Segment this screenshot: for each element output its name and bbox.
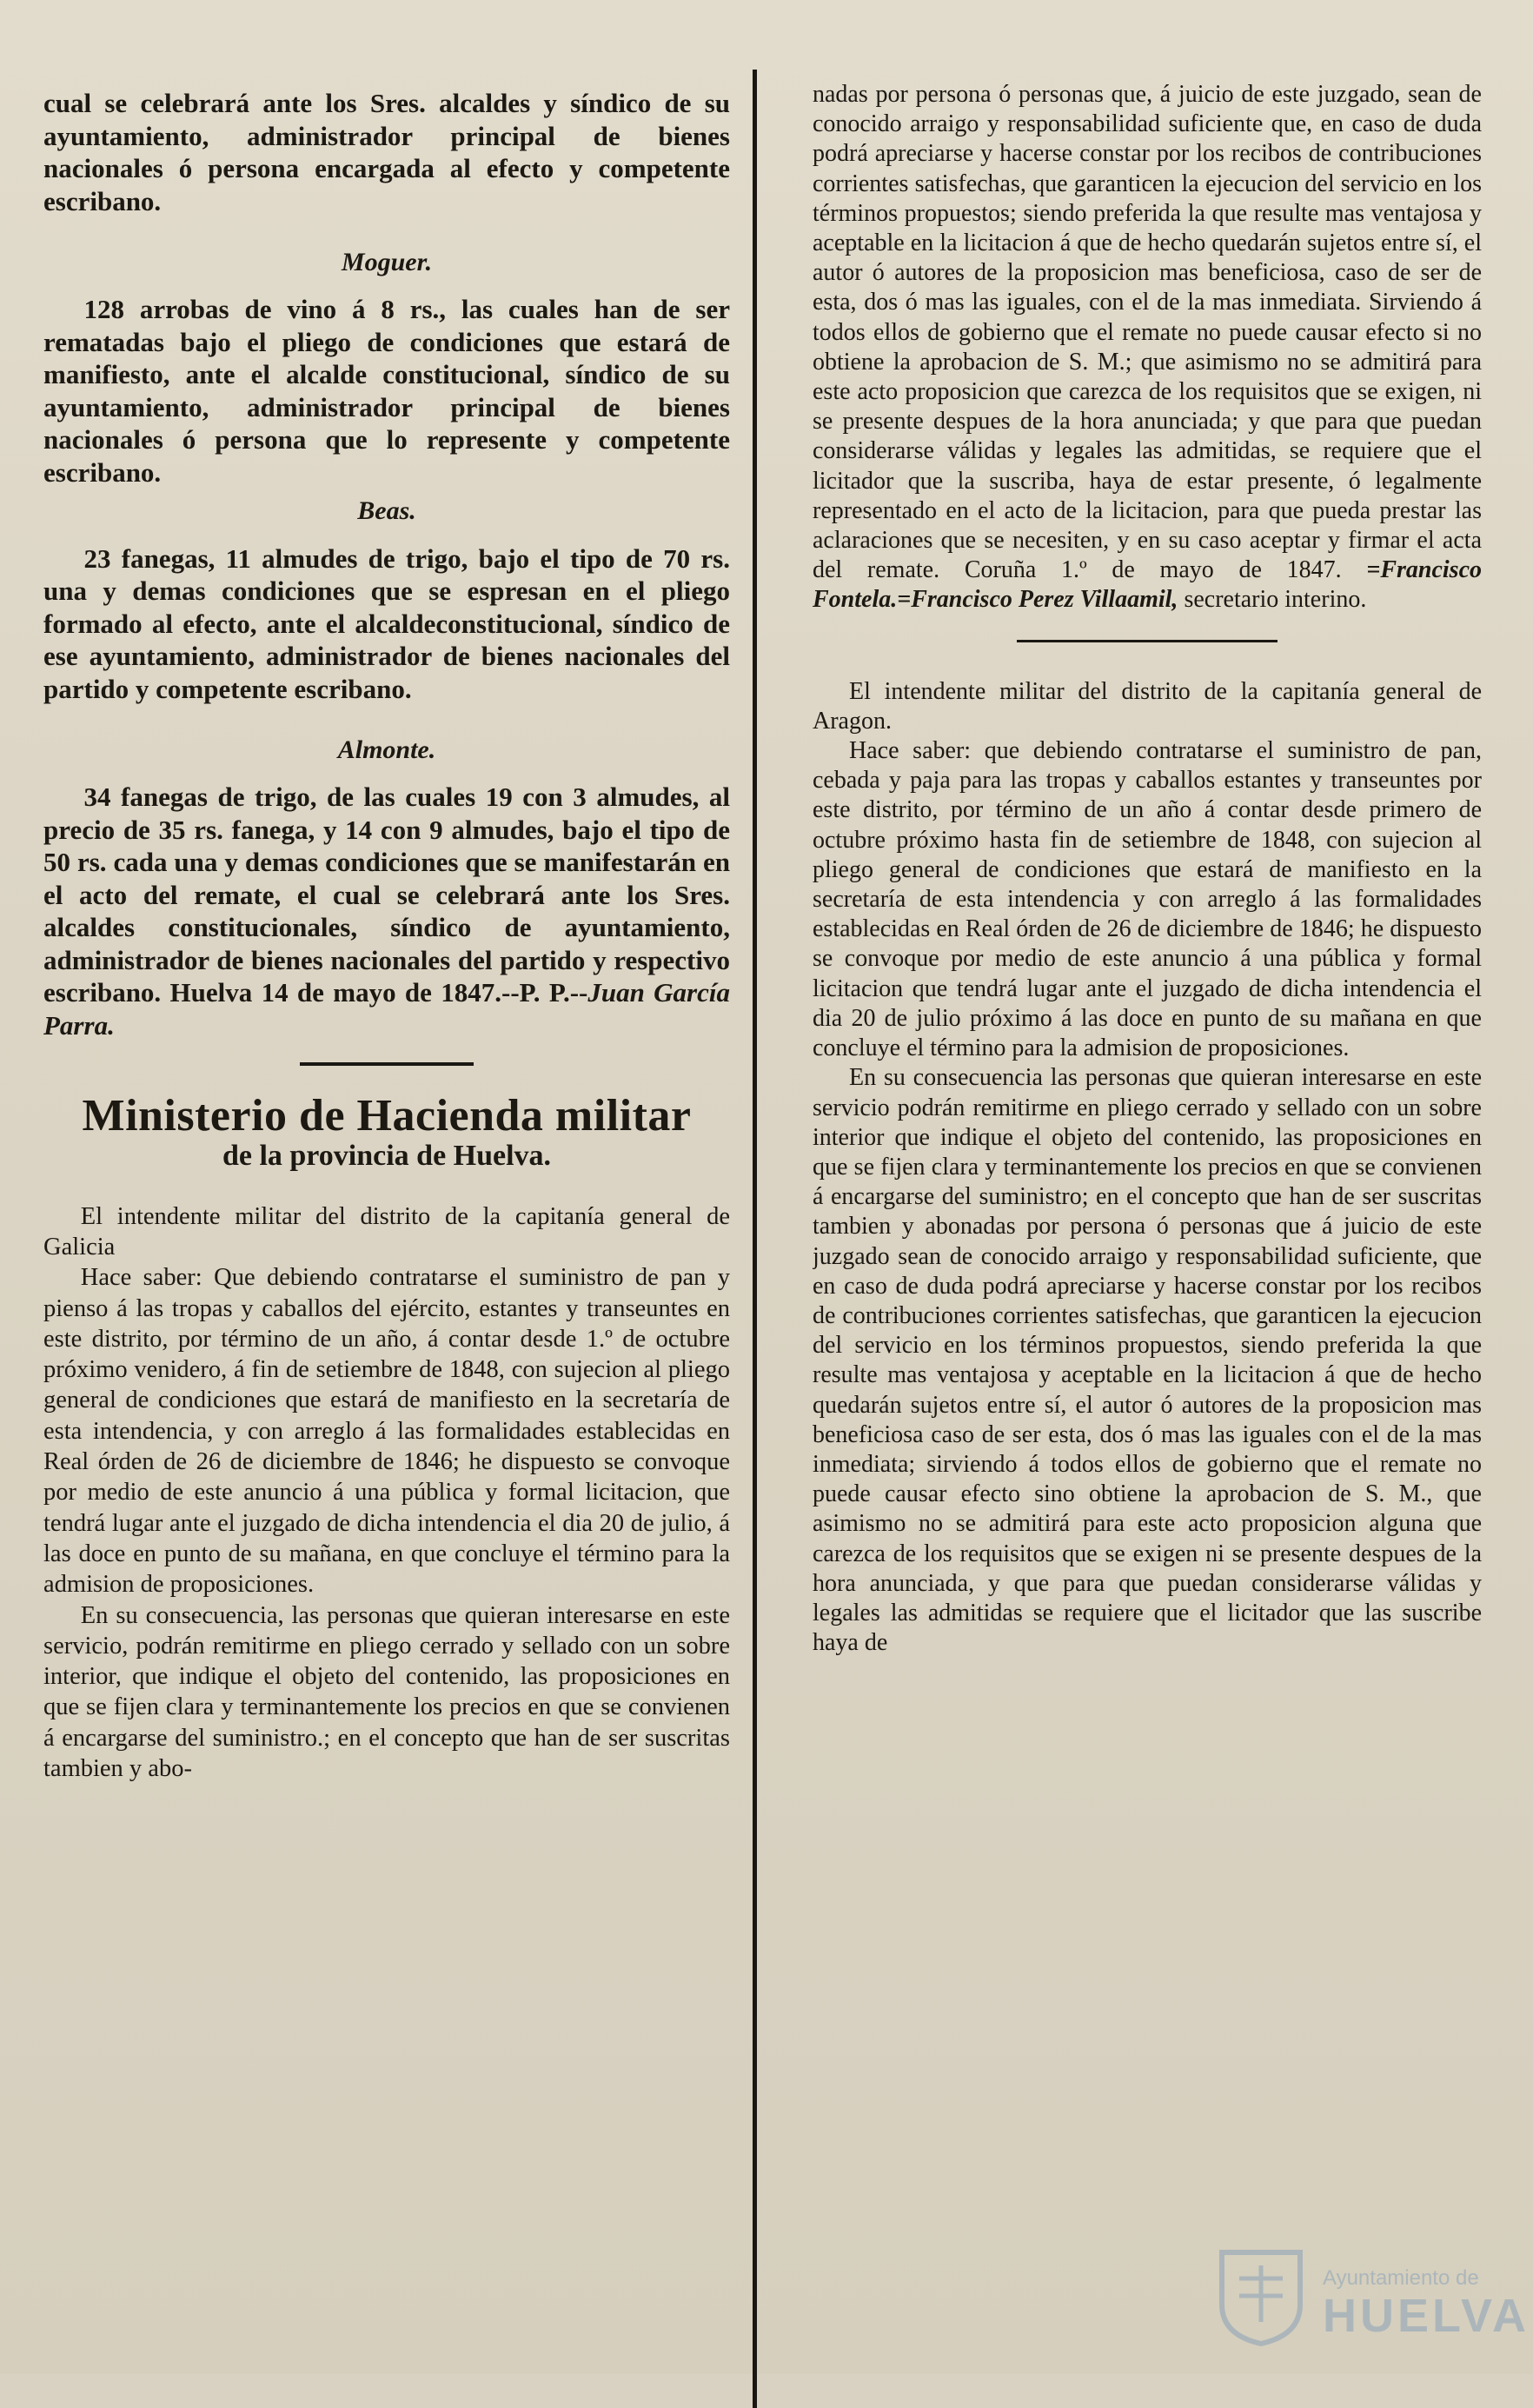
ministry-subtitle: de la provincia de Huelva. [222,1140,552,1173]
column-divider [753,70,757,2408]
watermark-line1: Ayuntamiento de [1323,2266,1479,2290]
beas-paragraph: 23 fanegas, 11 almudes de trigo, bajo el tipo de 70 rs. una y demas condiciones que se espresan en el pliego formado al efecto, ante el alcaldeconstitucional, síndico de ese ayuntamiento, administrador de bienes nacionales del partido y competente escribano. [43,542,730,704]
ministry-title: Ministerio de Hacienda militar [82,1091,692,1141]
right-column [813,80,1482,2339]
watermark-line2: HUELVA [1323,2290,1530,2342]
galicia-intro: El intendente militar del distrito de la capitanía general de Galicia [43,1202,730,1261]
aragon-paragraph-2: En su consecuencia las personas que quieran interesarse en este servicio podrán remitirme en pliego cerrado y sellado con un sobre interior que indique el objeto del contenido, las proposiciones en que se fijen clara y terminantemente los precios en que se convienen á encargarse del suministro; en el concepto que han de ser suscritas tambien y abonadas por persona ó personas que á juicio de este juzgado sean de conocido arraigo y responsabilidad suficiente, que en caso de duda podrá apreciarse y hacerse constar por los recibos de contribuciones corrientes satisfechas, que garanticen la ejecucion del servicio en los términos propuestos, siendo preferida la que resulte mas ventajosa y aceptable en la licitacion á que de hecho quedarán sujetos entre sí, el autor ó autores de la proposicion mas beneficiosa caso de ser esta, dos ó mas las iguales con el de la mas inmediata; sirviendo á todos ellos de gobierno que el remate no puede causar efecto sino obtiene la aprobacion de S. M., que asimismo no se admitirá para este acto proposicion alguna que carezca de los requisitos que se exigen ni se presente despues de la hora anunciada, y que para que puedan considerarse válidas y legales las admitidas se requiere que el licitador que las suscribe haya de [813,1064,1482,1657]
moguer-heading: Moguer. [341,248,433,276]
galicia-signature: =Francisco Fontela.=Francisco Perez Villaamil, [813,556,1482,614]
galicia-paragraph-2: En su consecuencia, las personas que quieran interesarse en este servicio, podrán remitirme en pliego cerrado y sellado con un sobre interior, que indique el objeto del contenido, las proposiciones en que se fijen clara y terminantemente los precios en que se convienen á encargarse del suministro.; en el concepto que han de ser suscritas tambien y abo- [43,1601,730,1783]
beas-heading: Beas. [357,496,416,526]
galicia-continuation-text: nadas por persona ó personas que, á juicio de este juzgado, sean de conocido arraigo y responsabilidad suficiente que, en caso de duda podrá apreciarse y hacerse constar por los recibos de contribuciones corrientes satisfechas, que garanticen la ejecucion del servicio en los términos propuestos; siendo preferida la que resulte mas ventajosa y aceptable en la licitacion á que de hecho quedarán sujetos entre sí, el autor ó autores de la proposicion mas beneficiosa, caso de ser de esta, dos ó mas las iguales, con el de la mas inmediata. Sirviendo á todos ellos de gobierno que el remate no puede causar efecto si no obtiene la aprobacion de S. M.; que asimismo no se admitirá para este acto proposicion que carezca de los requisitos que se exigen, ni se presente despues de la hora anunciada; y que para que puedan considerarse válidas y legales las admitidas, se requiere que el licitador que la suscriba, haya de estar presente, ó legalmente representado en el acto de la licitacion, para que pueda prestar las aclaraciones que se necesiten, y en su caso aceptar y firmar el acta del remate. Coruña 1.º de mayo de 1847. [813,81,1482,584]
almonte-heading: Almonte. [337,735,436,765]
aragon-intro: El intendente militar del distrito de la capitanía general de Aragon. [813,677,1482,735]
galicia-secretary: secretario interino. [1184,586,1367,614]
section-divider [300,1062,474,1066]
almonte-text: 34 fanegas de trigo, de las cuales 19 con 3 almudes, al precio de 35 rs. fanega, y 14 con 9 almudes, bajo el tipo de 50 rs. cada una y demas condiciones que se manifestarán en el acto del remate, el cual se celebrará ante los Sres. alcaldes constitucionales, síndico de ayuntamiento, administrador de bienes nacionales del partido y respectivo escribano. Huelva 14 de mayo de 1847.--P. P.-- [43,782,730,1008]
almonte-signature: Juan García Parra. [43,977,730,1041]
right-section-divider [1017,640,1278,642]
aragon-paragraph-1: Hace saber: que debiendo contratarse el suministro de pan, cebada y paja para las tropas y caballos estantes y transeuntes por este distrito, por término de un año á contar desde primero de octubre próximo hasta fin de setiembre de 1848, con sujecion al pliego general de condiciones que estará de manifiesto en la secretaría de esta intendencia y con arreglo á las formalidades establecidas en Real órden de 26 de diciembre de 1846; he dispuesto se convoque por medio de este anuncio á una pública y formal licitacion que tendrá lugar ante el juzgado de dicha intendencia el dia 20 de julio próximo á las doce en punto de su mañana en que concluye el término para la admision de proposiciones. [813,737,1482,1062]
intro-paragraph: cual se celebrará ante los Sres. alcaldes y síndico de su ayuntamiento, administrador principal de bienes nacionales ó persona encargada al efecto y competente escribano. [43,88,730,216]
huelva-shield-icon [1213,2244,1309,2348]
city-watermark [1213,2244,1530,2348]
galicia-continuation [813,80,1482,615]
galicia-paragraph-1: Hace saber: Que debiendo contratarse el suministro de pan y pienso á las tropas y caballos del ejército, estantes y transeuntes en este distrito, por término de un año, á contar desde 1.º de octubre próximo venidero, á fin de setiembre de 1848, con sujecion al pliego general de condiciones que estará de manifiesto en la secretaría de esta intendencia, y con arreglo á las formalidades establecidas en Real órden de 26 de diciembre de 1846; he dispuesto se convoque por medio de este anuncio á una pública y formal licitacion, que tendrá lugar ante el juzgado de dicha intendencia el dia 20 de julio, á las doce en punto de su mañana, en que concluye el término para la admision de proposiciones. [43,1264,730,1599]
almonte-paragraph [43,781,730,1041]
left-column [43,87,730,2339]
moguer-paragraph: 128 arrobas de vino á 8 rs., las cuales han de ser rematadas bajo el pliego de condiciones que estará de manifiesto, ante el alcalde constitucional, síndico de su ayuntamiento, administrador principal de bienes nacionales ó persona que lo represente y competente escribano. [43,294,730,488]
